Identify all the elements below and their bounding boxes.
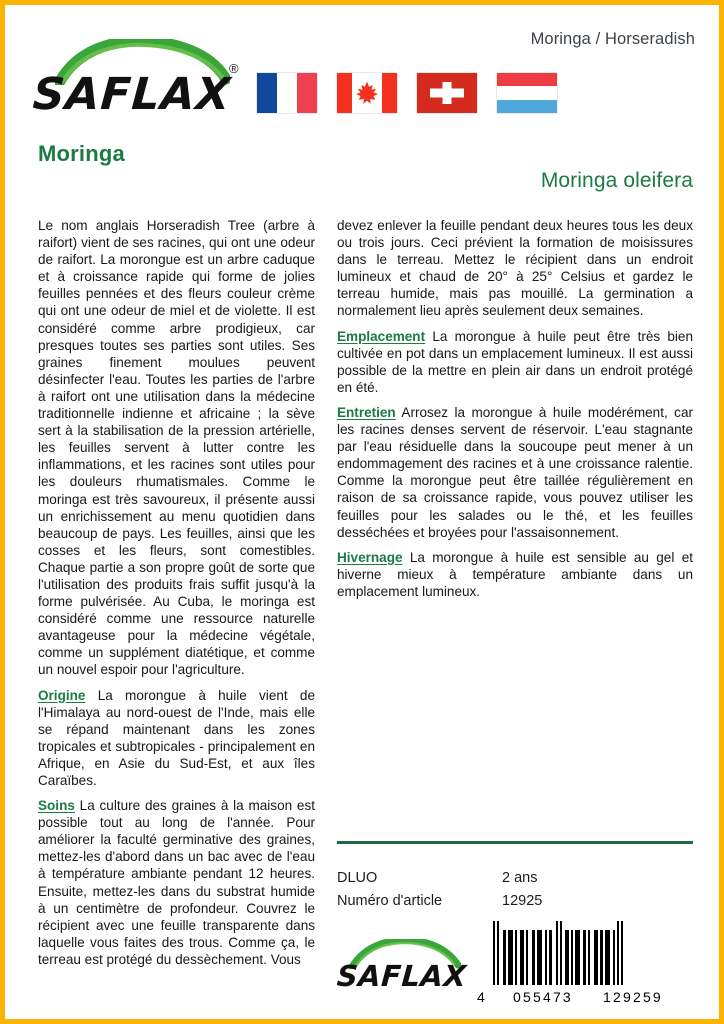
emplacement-text: La morongue à huile peut être très bien cultivée en pot dans un emplacement lumineux. Il est aussi possible de la mettre en plein air dans un endroit protégé en été.: [337, 328, 693, 395]
hivernage-paragraph: [337, 549, 693, 600]
section-divider: [337, 841, 693, 844]
barcode-bars: [477, 921, 693, 985]
packet-inner: [5, 5, 719, 1019]
column-spacer: [337, 608, 693, 835]
right-column: [337, 217, 693, 1005]
entretien-text: Arrosez la morongue à huile modérément, car les racines denses servent de réservoir. L'eau stagnante par l'eau résiduelle dans la soucoupe peut mener à un endommagement des racines et à une croissance ralentie. Comme la morongue peut être taillée régulièrement en raison de sa croissance rapide, vous pouvez utiliser les feuilles pour les salades ou le thé, et les feuilles desséchées et broyées pour l'assaisonnement.: [337, 404, 693, 540]
flag-france: [257, 73, 317, 113]
origine-text: La morongue à huile vient de l'Himalaya au nord-ouest de l'Inde, mais elle se répand maintenant dans les zones tropicales et subtropicales - principalement en Afrique, en Asie du Sud-Est, et aux îles Caraïbes.: [38, 687, 315, 788]
barcode-digits: [477, 987, 693, 1005]
hivernage-heading: Hivernage: [337, 549, 403, 565]
soins-heading: Soins: [38, 798, 75, 814]
emplacement-heading: Emplacement: [337, 328, 426, 344]
flag-switzerland: [417, 73, 477, 113]
soins-paragraph: [38, 797, 315, 968]
entretien-heading: Entretien: [337, 404, 396, 420]
packet-header: [5, 5, 719, 135]
barcode: [477, 921, 693, 1005]
article-number-label: Numéro d'article: [337, 893, 443, 909]
origine-heading: Origine: [38, 687, 86, 703]
title-row: [5, 135, 719, 197]
flag-canada: [337, 73, 397, 113]
content-columns: [38, 217, 693, 1005]
barcode-left-group: 055473: [513, 989, 573, 1005]
dluo-label: DLUO: [337, 870, 378, 886]
entretien-paragraph: [337, 404, 693, 541]
footer-row: [337, 919, 693, 1005]
barcode-right-group: 129259: [603, 989, 663, 1005]
saflax-logo-footer: [337, 939, 477, 1005]
registered-trademark-icon: ®: [229, 61, 239, 76]
plant-common-name: Moringa: [38, 141, 125, 166]
header-species-label: Moringa / Horseradish: [530, 30, 695, 48]
hivernage-text: La morongue à huile est sensible au gel et hiverne mieux à température ambiante dans un emplacement lumineux.: [337, 549, 693, 599]
barcode-lead-digit: 4: [477, 989, 485, 1005]
flag-luxembourg: [497, 73, 557, 113]
origine-paragraph: [38, 687, 315, 790]
saflax-logo: [33, 39, 258, 131]
plant-latin-name: Moringa oleifera: [540, 169, 693, 192]
country-flags: [257, 73, 557, 113]
logo-wordmark: SAFLAX: [31, 69, 233, 120]
continuation-paragraph: devez enlever la feuille pendant deux heures tous les deux ou trois jours. Ceci prévient la formation de moisissures dans le terreau. Mettez le récipient dans un endroit lumineux et chaud de 20° à 25° Celsius et gardez le terreau humide, mais pas mouillé. La germination a normalement lieu après seulement deux semaines.: [337, 218, 693, 319]
dluo-value: 2 ans: [502, 870, 538, 886]
product-metadata: [337, 870, 693, 909]
emplacement-paragraph: [337, 328, 693, 396]
left-column: [38, 217, 315, 1005]
logo-wordmark-footer: SAFLAX: [335, 959, 468, 993]
intro-paragraph: Le nom anglais Horseradish Tree (arbre à raifort) vient de ses racines, qui ont une odeur de raifort. La morongue est un arbre caduque et à croissance rapide qui forme de jolies feuilles pennées et des fleurs couleur crème qui ont une odeur de miel et de violette. Il est considéré comme arbre prodigieux, car presques toutes ses parties sont utiles. Ses graines finement moulues peuvent désinfecter l'eau. Toutes les parties de l'arbre à raifort ont une utilisation dans la médecine traditionnelle indienne et africaine ; la sève sert à la stabilisation de la pression artérielle, les feuilles servent à lutter contre les inflammations, et les racines sont utiles pour les douleurs rhumatismales. Comme le moringa est très savoureux, il présente aussi un enrichissement au menu quotidien dans beaucoup de pays. Les feuilles, ainsi que les cosses et les fleurs, sont comestibles. Chaque partie a son propre goût de sorte que l'utilisation des produits frais suffit jusqu'à la forme pulvérisée. Au Cuba, le moringa est considéré comme une ressource naturelle avantageuse pour la médecine végétale, comme un supplément diatétique, et comme un nouvel espoir pour l'agriculture.: [38, 218, 315, 678]
soins-text: La culture des graines à la maison est possible tout au long de l'année. Pour améliorer la faculté germinative des graines, mettez-les d'abord dans un bac avec de l'eau à température ambiante pendant 12 heures. Ensuite, mettez-les dans du substrat humide à un centimètre de profondeur. Couvrez le récipient avec une feuille transparente dans laquelle vous faites des trous. Comme ça, le terreau est protégé du dessèchement. Vous: [38, 798, 315, 967]
article-number-value: 12925: [502, 893, 543, 909]
maple-leaf-icon: [354, 80, 380, 106]
